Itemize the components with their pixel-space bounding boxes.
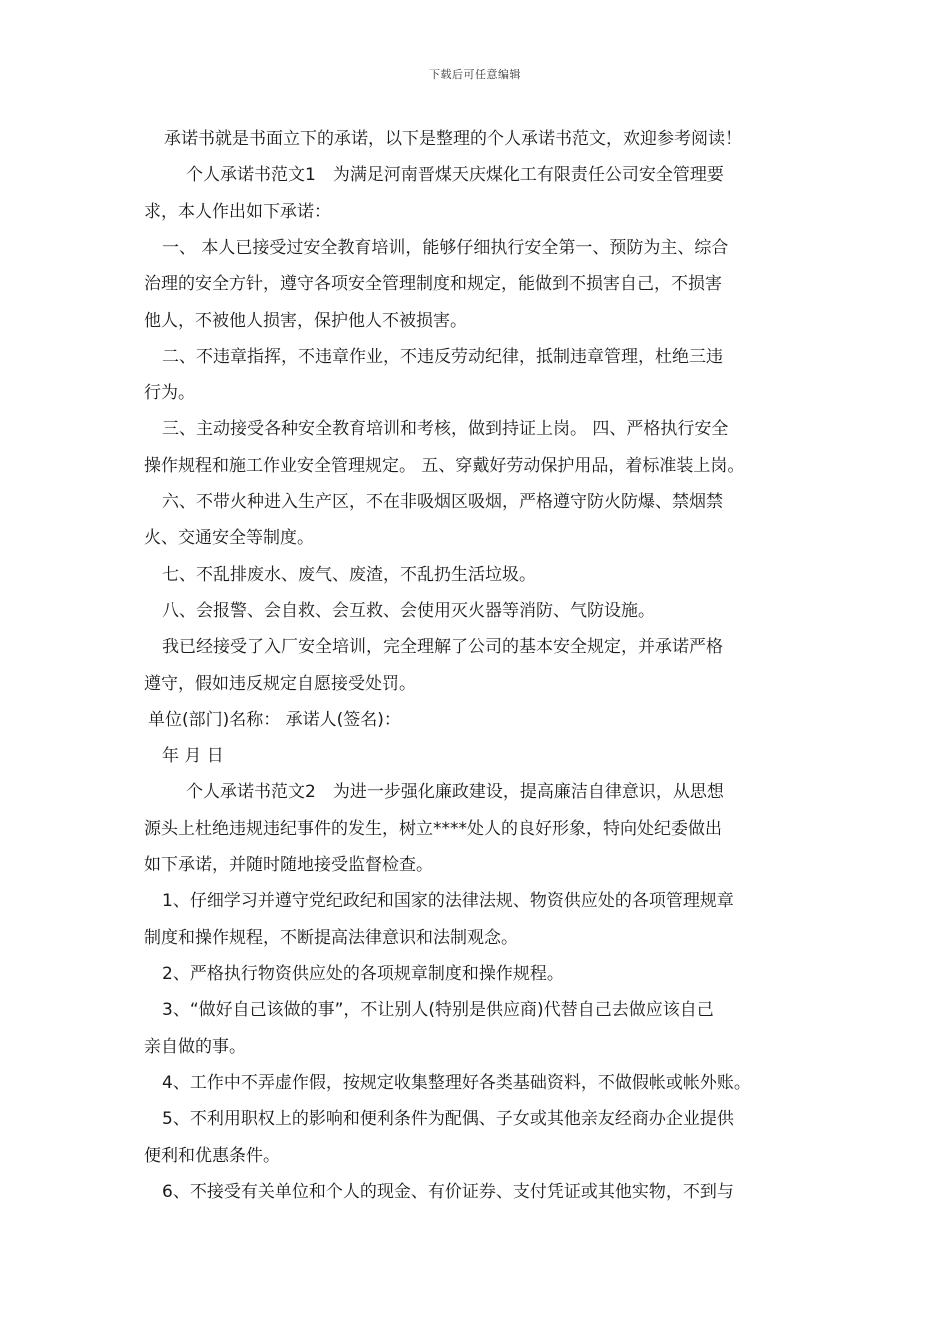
sample2-title-line: 个人承诺书范文2 为进一步强化廉政建设，提高廉洁自律意识，从思想 [186, 782, 724, 802]
text-line: 制度和操作规程，不断提高法律意识和法制观念。 [144, 928, 518, 948]
text-line: 行为。 [144, 383, 195, 403]
intro-paragraph: 承诺书就是书面立下的承诺，以下是整理的个人承诺书范文，欢迎参考阅读！ [164, 129, 742, 149]
text-line: 求，本人作出如下承诺： [144, 202, 331, 222]
page-header: 下载后可任意编辑 [429, 68, 521, 81]
date-line: 年 月 日 [162, 746, 224, 766]
text-line: 操作规程和施工作业安全管理规定。 五、穿戴好劳动保护用品，着标准装上岗。 [144, 456, 745, 476]
clause-3-line: 三、主动接受各种安全教育培训和考核，做到持证上岗。 四、严格执行安全 [162, 419, 729, 439]
pledge-paragraph: 我已经接受了入厂安全培训，完全理解了公司的基本安全规定，并承诺严格 [162, 637, 723, 657]
text-line: 源头上杜绝违规违纪事件的发生，树立****处人的良好形象，特向处纪委做出 [144, 819, 722, 839]
text-line: 遵守，假如违反规定自愿接受处罚。 [144, 674, 416, 694]
signature-line: 单位(部门)名称： 承诺人(签名)： [148, 710, 401, 730]
text-line: 亲自做的事。 [144, 1037, 246, 1057]
sample1-title-line: 个人承诺书范文1 为满足河南晋煤天庆煤化工有限责任公司安全管理要 [186, 165, 724, 185]
item-5-line: 5、不利用职权上的影响和便利条件为配偶、子女或其他亲友经商办企业提供 [162, 1109, 734, 1129]
text-line: 他人，不被他人损害，保护他人不被损害。 [144, 311, 467, 331]
clause-6-line: 六、不带火种进入生产区，不在非吸烟区吸烟，严格遵守防火防爆、禁烟禁 [162, 492, 723, 512]
item-3-line: 3、“做好自己该做的事”，不让别人(特别是供应商)代替自己去做应该自己 [162, 1000, 714, 1020]
text-line: 火、交通安全等制度。 [144, 528, 314, 548]
clause-2-line: 二、不违章指挥，不违章作业，不违反劳动纪律，抵制违章管理，杜绝三违 [162, 347, 723, 367]
text-line: 如下承诺，并随时随地接受监督检查。 [144, 855, 433, 875]
text-line: 便利和优惠条件。 [144, 1146, 280, 1166]
item-1-line: 1、仔细学习并遵守党纪政纪和国家的法律法规、物资供应处的各项管理规章 [162, 891, 734, 911]
clause-1-line: 一、 本人已接受过安全教育培训，能够仔细执行安全第一、预防为主、综合 [162, 238, 729, 258]
clause-7-line: 七、不乱排废水、废气、废渣，不乱扔生活垃圾。 [162, 565, 536, 585]
item-4-line: 4、工作中不弄虚作假，按规定收集整理好各类基础资料，不做假帐或帐外账。 [162, 1073, 751, 1093]
item-6-line: 6、不接受有关单位和个人的现金、有价证券、支付凭证或其他实物，不到与 [162, 1182, 734, 1202]
text-line: 治理的安全方针，遵守各项安全管理制度和规定，能做到不损害自己，不损害 [144, 274, 722, 294]
clause-8-line: 八、会报警、会自救、会互救、会使用灭火器等消防、气防设施。 [162, 601, 655, 621]
item-2-line: 2、严格执行物资供应处的各项规章制度和操作规程。 [162, 964, 564, 984]
